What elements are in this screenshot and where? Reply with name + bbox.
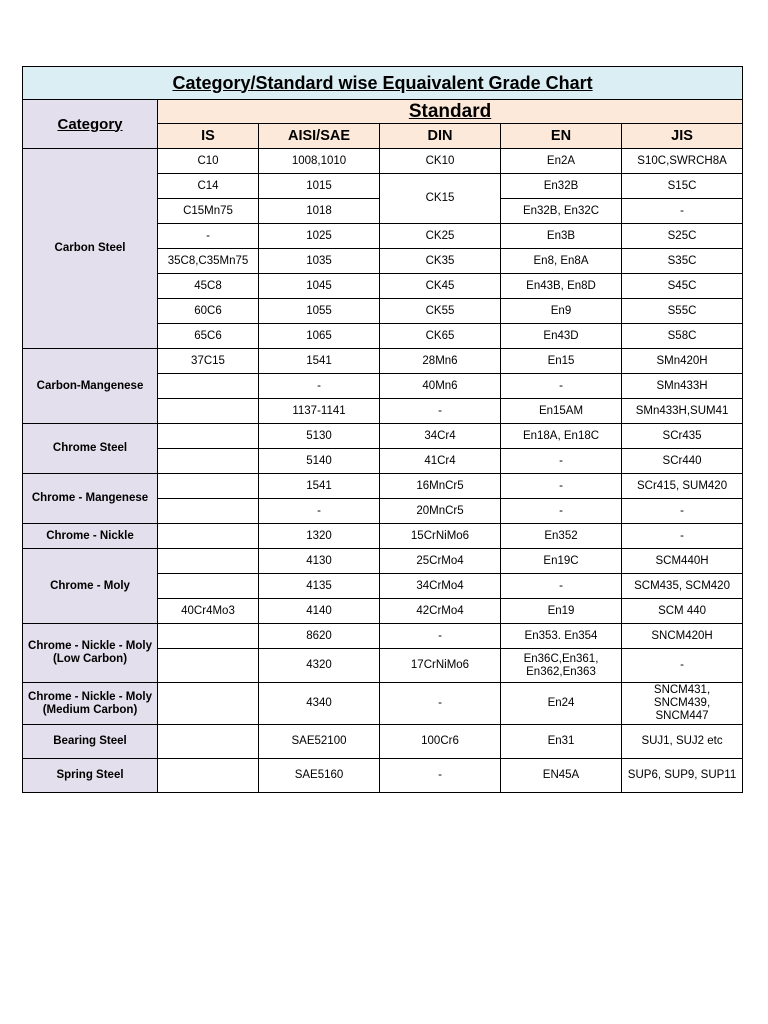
cell-en: En24: [501, 683, 622, 725]
cell-is: [158, 624, 259, 649]
cell-aisi: 4340: [259, 683, 380, 725]
cell-en: -: [501, 449, 622, 474]
cell-en: En9: [501, 299, 622, 324]
category-bearing-steel: Bearing Steel: [23, 725, 158, 759]
cell-jis: SCM435, SCM420: [622, 574, 743, 599]
cell-jis: SMn433H: [622, 374, 743, 399]
cell-jis: SCr435: [622, 424, 743, 449]
cell-jis: SMn420H: [622, 349, 743, 374]
cell-aisi: 1008,1010: [259, 149, 380, 174]
grade-chart-table: [22, 66, 743, 793]
cell-jis-line1: SNCM431,: [653, 684, 711, 696]
cell-is: C15Mn75: [158, 199, 259, 224]
cell-jis: SUP6, SUP9, SUP11: [622, 759, 743, 793]
cell-en: En43B, En8D: [501, 274, 622, 299]
category-label-line1: Chrome - Nickle - Moly: [28, 690, 152, 703]
cell-is: [158, 449, 259, 474]
cell-is: [158, 424, 259, 449]
cell-jis-line3: SNCM447: [655, 710, 709, 722]
grade-chart-wrapper: [22, 66, 742, 793]
cell-aisi: SAE52100: [259, 725, 380, 759]
table-row: [23, 725, 743, 759]
cell-en: En19C: [501, 549, 622, 574]
cell-jis: S35C: [622, 249, 743, 274]
cell-din: CK45: [380, 274, 501, 299]
table-row: [23, 424, 743, 449]
cell-is: C14: [158, 174, 259, 199]
cell-is: 40Cr4Mo3: [158, 599, 259, 624]
cell-is: 60C6: [158, 299, 259, 324]
table-row: [23, 549, 743, 574]
cell-din: -: [380, 399, 501, 424]
cell-is: [158, 474, 259, 499]
cell-is: C10: [158, 149, 259, 174]
cell-is: [158, 725, 259, 759]
cell-en: En353. En354: [501, 624, 622, 649]
cell-aisi: 1055: [259, 299, 380, 324]
cell-en: En15AM: [501, 399, 622, 424]
cell-is: [158, 549, 259, 574]
cell-din: 41Cr4: [380, 449, 501, 474]
cell-jis: S45C: [622, 274, 743, 299]
cell-din: 20MnCr5: [380, 499, 501, 524]
category-label-line2: (Low Carbon): [52, 653, 128, 665]
table-row: [23, 683, 743, 725]
table-row: [23, 524, 743, 549]
cell-en: En32B, En32C: [501, 199, 622, 224]
category-header: Category: [23, 100, 158, 149]
cell-din: -: [380, 759, 501, 793]
cell-jis: S25C: [622, 224, 743, 249]
cell-jis: SNCM420H: [622, 624, 743, 649]
table-row: [23, 149, 743, 174]
cell-din: 15CrNiMo6: [380, 524, 501, 549]
cell-din: 40Mn6: [380, 374, 501, 399]
category-carbon-mangenese: Carbon-Mangenese: [23, 349, 158, 424]
cell-en-line1: En36C,En361,: [523, 652, 599, 665]
cell-jis: S10C,SWRCH8A: [622, 149, 743, 174]
cell-en: En19: [501, 599, 622, 624]
category-carbon-steel: Carbon Steel: [23, 149, 158, 349]
cell-din: 17CrNiMo6: [380, 649, 501, 683]
cell-is: 35C8,C35Mn75: [158, 249, 259, 274]
cell-aisi: 1065: [259, 324, 380, 349]
cell-en: En31: [501, 725, 622, 759]
cell-din: CK15: [380, 174, 501, 224]
cell-jis: SCr415, SUM420: [622, 474, 743, 499]
cell-en: -: [501, 374, 622, 399]
column-header-en: EN: [501, 124, 622, 149]
table-row: [23, 349, 743, 374]
cell-aisi: 1045: [259, 274, 380, 299]
cell-en: En32B: [501, 174, 622, 199]
cell-is: [158, 374, 259, 399]
cell-jis: -: [622, 649, 743, 683]
cell-din: CK25: [380, 224, 501, 249]
category-spring-steel: Spring Steel: [23, 759, 158, 793]
cell-din: 34Cr4: [380, 424, 501, 449]
cell-aisi: -: [259, 374, 380, 399]
cell-jis-line2: SNCM439,: [653, 697, 711, 709]
cell-aisi: 1320: [259, 524, 380, 549]
cell-aisi: SAE5160: [259, 759, 380, 793]
cell-jis: -: [622, 524, 743, 549]
cell-jis: SCr440: [622, 449, 743, 474]
category-label-line2: (Medium Carbon): [42, 703, 138, 716]
cell-aisi: 1137-1141: [259, 399, 380, 424]
cell-aisi: 8620: [259, 624, 380, 649]
cell-is: [158, 524, 259, 549]
table-row: [23, 624, 743, 649]
cell-en: -: [501, 574, 622, 599]
cell-is: [158, 499, 259, 524]
cell-din: 16MnCr5: [380, 474, 501, 499]
cell-jis: -: [622, 499, 743, 524]
column-header-jis: JIS: [622, 124, 743, 149]
cell-aisi: 1541: [259, 474, 380, 499]
cell-en: -: [501, 474, 622, 499]
cell-jis: SCM 440: [622, 599, 743, 624]
cell-jis: SMn433H,SUM41: [622, 399, 743, 424]
cell-din: CK35: [380, 249, 501, 274]
cell-en: En2A: [501, 149, 622, 174]
category-chrome-nickle-moly-medium-carbon: [23, 683, 158, 725]
cell-is: 65C6: [158, 324, 259, 349]
cell-aisi: 5140: [259, 449, 380, 474]
category-chrome-nickle: Chrome - Nickle: [23, 524, 158, 549]
cell-is: -: [158, 224, 259, 249]
cell-aisi: 4135: [259, 574, 380, 599]
category-chrome-moly: Chrome - Moly: [23, 549, 158, 624]
cell-en: -: [501, 499, 622, 524]
cell-is: [158, 683, 259, 725]
cell-din: 25CrMo4: [380, 549, 501, 574]
table-row: [23, 474, 743, 499]
cell-din: 34CrMo4: [380, 574, 501, 599]
column-header-din: DIN: [380, 124, 501, 149]
cell-is: 37C15: [158, 349, 259, 374]
table-row: [23, 759, 743, 793]
cell-is: [158, 759, 259, 793]
cell-aisi: 1025: [259, 224, 380, 249]
cell-aisi: 4130: [259, 549, 380, 574]
cell-en: En3B: [501, 224, 622, 249]
cell-en: En352: [501, 524, 622, 549]
cell-din: CK55: [380, 299, 501, 324]
cell-din: 100Cr6: [380, 725, 501, 759]
cell-din: CK65: [380, 324, 501, 349]
cell-aisi: 1018: [259, 199, 380, 224]
column-header-is: IS: [158, 124, 259, 149]
cell-jis: SCM440H: [622, 549, 743, 574]
cell-en: En8, En8A: [501, 249, 622, 274]
category-chrome-steel: Chrome Steel: [23, 424, 158, 474]
standard-header: Standard: [158, 100, 743, 124]
cell-jis: -: [622, 199, 743, 224]
cell-is: [158, 649, 259, 683]
cell-aisi: 4140: [259, 599, 380, 624]
cell-aisi: 1035: [259, 249, 380, 274]
chart-title: Category/Standard wise Equaivalent Grade Chart: [23, 67, 743, 100]
cell-en-line2: En362,En363: [526, 665, 596, 678]
category-chrome-mangenese: Chrome - Mangenese: [23, 474, 158, 524]
column-header-aisi: AISI/SAE: [259, 124, 380, 149]
cell-jis: [622, 683, 743, 725]
cell-din: 42CrMo4: [380, 599, 501, 624]
cell-is: [158, 574, 259, 599]
cell-din: -: [380, 683, 501, 725]
cell-din: -: [380, 624, 501, 649]
cell-jis: S58C: [622, 324, 743, 349]
cell-en: [501, 649, 622, 683]
category-chrome-nickle-moly-low-carbon: [23, 624, 158, 683]
cell-aisi: 5130: [259, 424, 380, 449]
category-label-line1: Chrome - Nickle - Moly: [28, 640, 152, 652]
cell-aisi: 1541: [259, 349, 380, 374]
cell-aisi: 1015: [259, 174, 380, 199]
cell-jis: S15C: [622, 174, 743, 199]
cell-din: 28Mn6: [380, 349, 501, 374]
cell-jis: SUJ1, SUJ2 etc: [622, 725, 743, 759]
cell-en: En18A, En18C: [501, 424, 622, 449]
cell-is: 45C8: [158, 274, 259, 299]
cell-is: [158, 399, 259, 424]
cell-aisi: 4320: [259, 649, 380, 683]
cell-jis: S55C: [622, 299, 743, 324]
cell-din: CK10: [380, 149, 501, 174]
cell-en: En43D: [501, 324, 622, 349]
cell-en: En15: [501, 349, 622, 374]
cell-aisi: -: [259, 499, 380, 524]
cell-en: EN45A: [501, 759, 622, 793]
